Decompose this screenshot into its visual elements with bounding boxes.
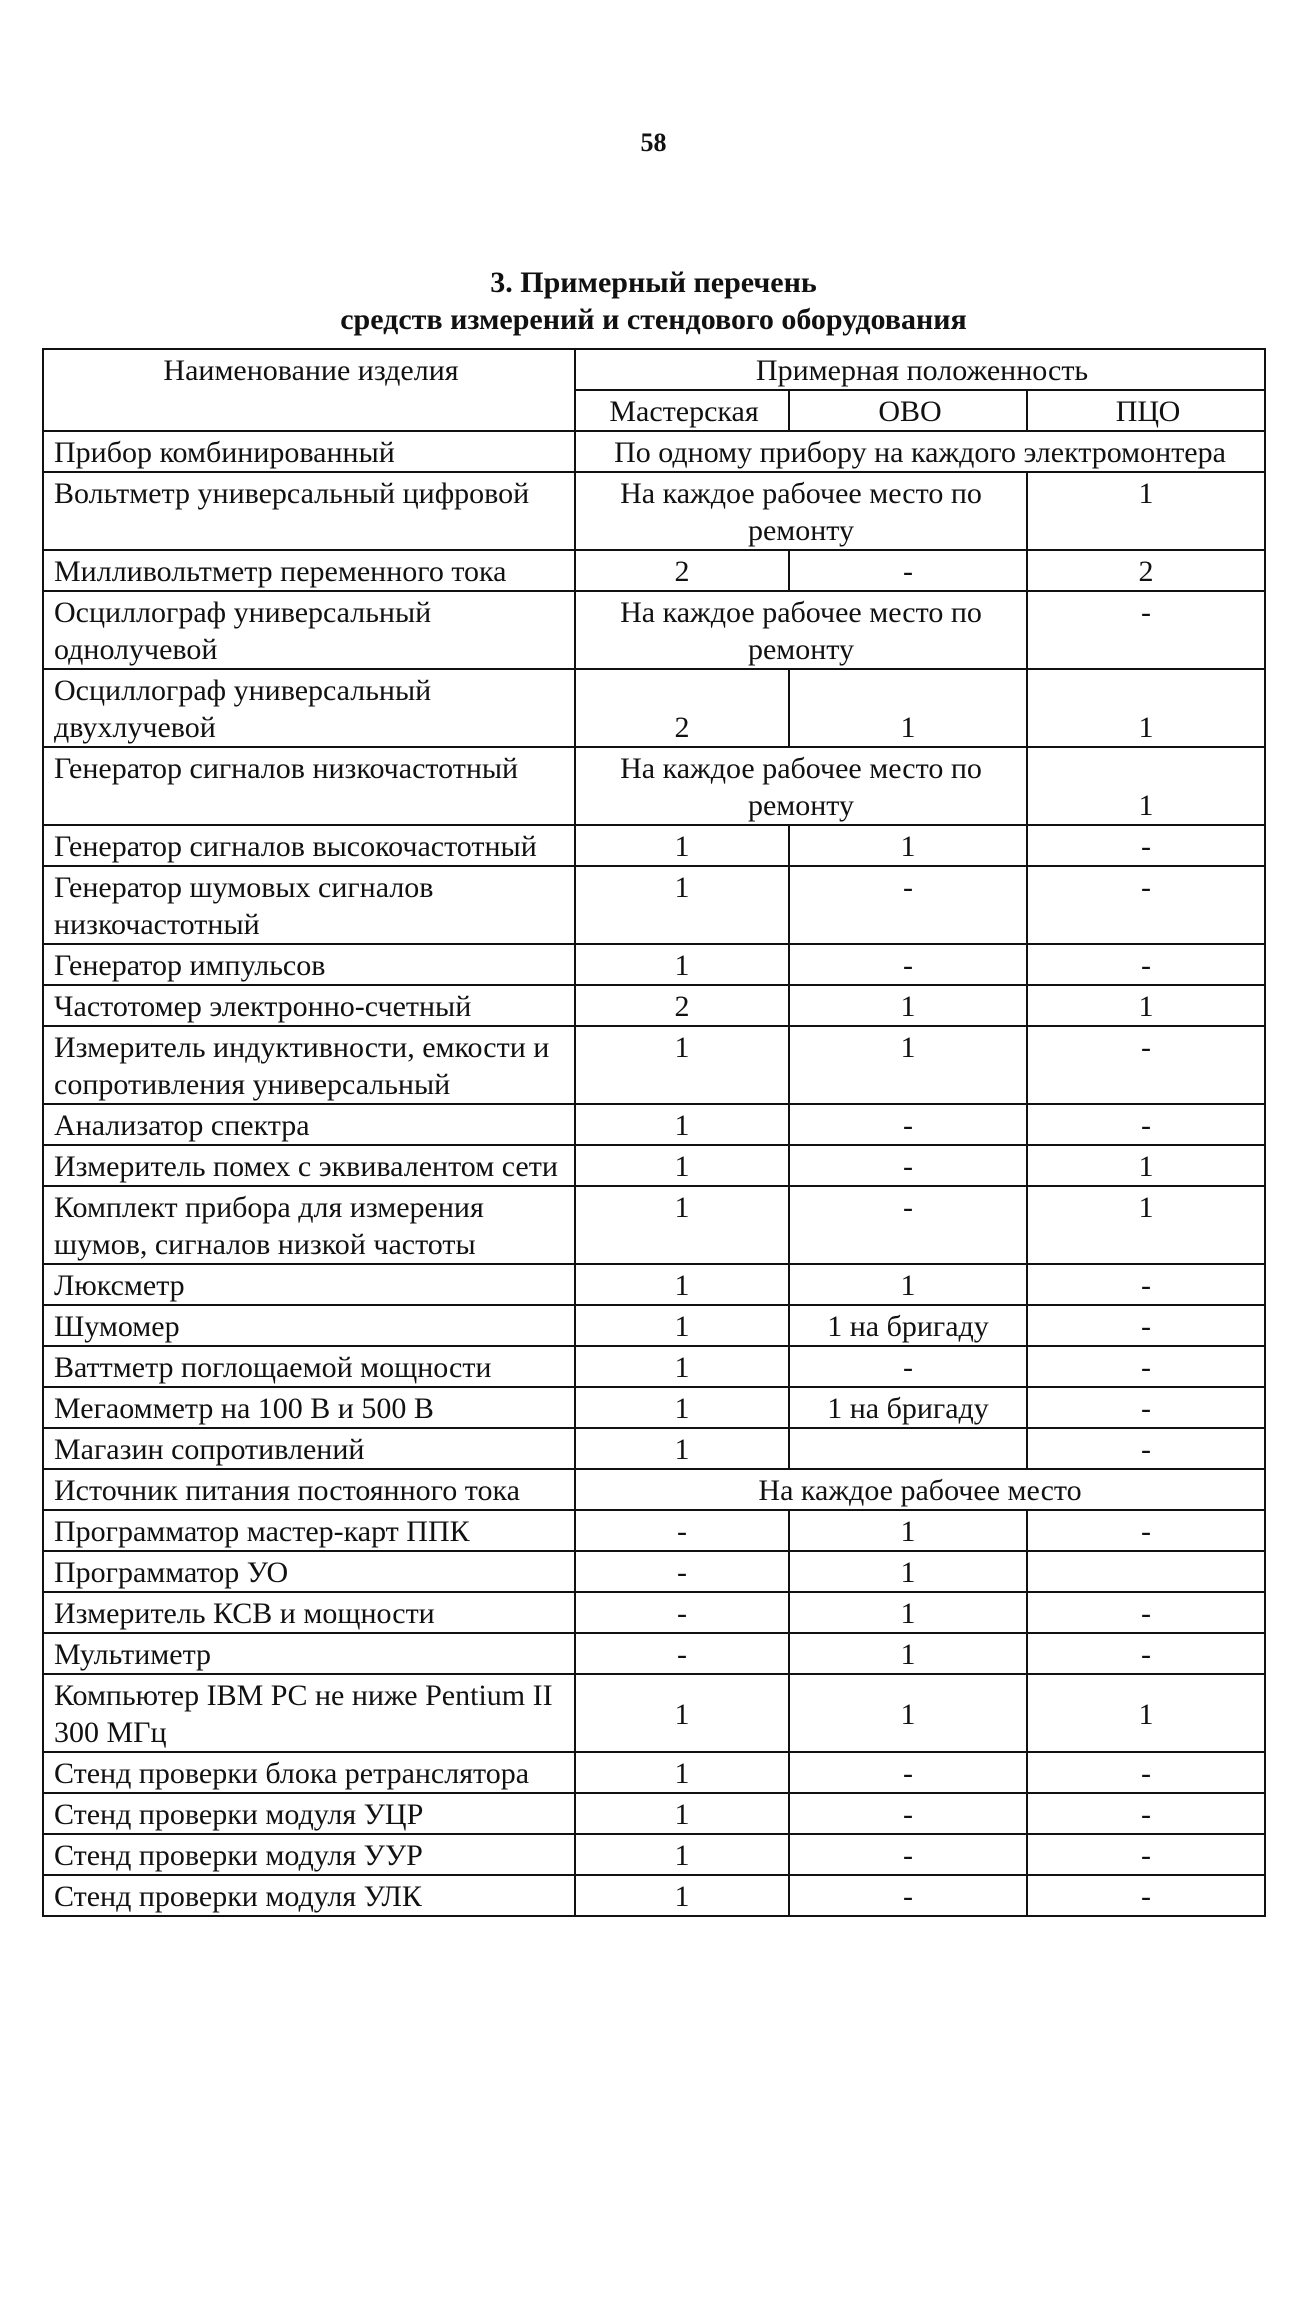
row-cell-c1: 2: [575, 669, 789, 747]
table-row: [43, 1875, 1265, 1916]
table-row: [43, 985, 1265, 1026]
row-item-name: Мегаомметр на 100 В и 500 В: [43, 1387, 575, 1428]
row-item-name: Стенд проверки модуля УЛК: [43, 1875, 575, 1916]
row-cell-c2: 1: [789, 985, 1027, 1026]
document-title: [0, 264, 1307, 338]
row-cell-span2: На каждое рабочее место по ремонту: [575, 472, 1027, 550]
row-item-name: Вольтметр универсальный цифровой: [43, 472, 575, 550]
title-line-2: средств измерений и стендового оборудования: [340, 303, 967, 336]
row-cell-c2: 1: [789, 1633, 1027, 1674]
equipment-table: [42, 348, 1266, 1917]
row-cell-c2: -: [789, 944, 1027, 985]
row-cell-c1: 1: [575, 825, 789, 866]
row-cell-c1: 1: [575, 1875, 789, 1916]
row-item-name: Генератор импульсов: [43, 944, 575, 985]
table-row: [43, 1752, 1265, 1793]
row-cell-c3: 1: [1027, 1674, 1265, 1752]
row-cell-c2: 1 на бригаду: [789, 1305, 1027, 1346]
row-cell-c3: -: [1027, 866, 1265, 944]
row-cell-c3: -: [1027, 944, 1265, 985]
row-cell-c2: 1: [789, 1026, 1027, 1104]
table-row: [43, 1104, 1265, 1145]
table-row: [43, 944, 1265, 985]
row-cell-c2: 1: [789, 669, 1027, 747]
row-cell-c3: 1: [1027, 1186, 1265, 1264]
header-col-pco: ПЦО: [1027, 390, 1265, 431]
row-cell-c3: -: [1027, 591, 1265, 669]
row-cell-c3: 1: [1027, 1145, 1265, 1186]
row-item-name: Генератор сигналов низкочастотный: [43, 747, 575, 825]
row-item-name: Осциллограф универсальный однолучевой: [43, 591, 575, 669]
row-cell-c3: -: [1027, 1387, 1265, 1428]
table-body: [43, 431, 1265, 1916]
row-cell-c1: 2: [575, 550, 789, 591]
row-item-name: Милливольтметр переменного тока: [43, 550, 575, 591]
row-cell-c1: 1: [575, 944, 789, 985]
row-cell-c1: 1: [575, 1428, 789, 1469]
row-cell-c2: 1: [789, 1264, 1027, 1305]
row-item-name: Генератор шумовых сигналов низкочастотный: [43, 866, 575, 944]
row-cell-c1: 2: [575, 985, 789, 1026]
row-item-name: Компьютер IBM PC не ниже Pentium II 300 МГц: [43, 1674, 575, 1752]
row-cell-c3: 1: [1027, 985, 1265, 1026]
table-row: [43, 1346, 1265, 1387]
row-cell-c3: 2: [1027, 550, 1265, 591]
row-item-name: Программатор УО: [43, 1551, 575, 1592]
row-cell-c3: -: [1027, 1793, 1265, 1834]
row-cell-c1: 1: [575, 1186, 789, 1264]
row-cell-c2: -: [789, 1875, 1027, 1916]
row-cell-c2: 1: [789, 1551, 1027, 1592]
row-cell-c3: -: [1027, 1834, 1265, 1875]
row-item-name: Измеритель помех с эквивалентом сети: [43, 1145, 575, 1186]
row-cell-c1: 1: [575, 1752, 789, 1793]
table-row: [43, 866, 1265, 944]
row-cell-c1: -: [575, 1633, 789, 1674]
row-item-name: Программатор мастер-карт ППК: [43, 1510, 575, 1551]
row-cell-c2: 1: [789, 1592, 1027, 1633]
header-group: Примерная положенность: [575, 349, 1265, 390]
row-item-name: Ваттметр поглощаемой мощности: [43, 1346, 575, 1387]
row-cell-span2: На каждое рабочее место по ремонту: [575, 747, 1027, 825]
row-item-name: Измеритель индуктивности, емкости и сопротивления универсальный: [43, 1026, 575, 1104]
table-row: [43, 1633, 1265, 1674]
row-cell-c1: -: [575, 1510, 789, 1551]
row-item-name: Комплект прибора для измерения шумов, сигналов низкой частоты: [43, 1186, 575, 1264]
table-row: [43, 1469, 1265, 1510]
table-row: [43, 472, 1265, 550]
table-row: [43, 825, 1265, 866]
header-col-workshop: Мастерская: [575, 390, 789, 431]
row-cell-c1: 1: [575, 1264, 789, 1305]
row-cell-c1: -: [575, 1551, 789, 1592]
row-cell-c3: -: [1027, 1104, 1265, 1145]
row-cell-span3: По одному прибору на каждого электромонтера: [575, 431, 1265, 472]
row-cell-c2: -: [789, 1186, 1027, 1264]
row-cell-c1: 1: [575, 1387, 789, 1428]
row-cell-c3: -: [1027, 1305, 1265, 1346]
row-cell-c2: -: [789, 1752, 1027, 1793]
row-cell-c1: 1: [575, 1305, 789, 1346]
table-row: [43, 1264, 1265, 1305]
row-cell-c2: [789, 1428, 1027, 1469]
row-cell-c2: -: [789, 866, 1027, 944]
row-item-name: Магазин сопротивлений: [43, 1428, 575, 1469]
row-cell-c2: -: [789, 1793, 1027, 1834]
row-cell-c3: -: [1027, 1752, 1265, 1793]
table-row: [43, 1793, 1265, 1834]
row-item-name: Источник питания постоянного тока: [43, 1469, 575, 1510]
row-cell-c1: 1: [575, 1793, 789, 1834]
row-cell-c3: -: [1027, 1633, 1265, 1674]
row-cell-c1: 1: [575, 1145, 789, 1186]
row-item-name: Стенд проверки модуля УЦР: [43, 1793, 575, 1834]
row-cell-c2: -: [789, 1346, 1027, 1387]
table-row: [43, 1026, 1265, 1104]
row-cell-c2: -: [789, 1834, 1027, 1875]
page-number: 58: [640, 128, 667, 157]
row-cell-c1: 1: [575, 866, 789, 944]
table-row: [43, 1387, 1265, 1428]
row-item-name: Люксметр: [43, 1264, 575, 1305]
row-item-name: Мультиметр: [43, 1633, 575, 1674]
table-row: [43, 1510, 1265, 1551]
row-item-name: Осциллограф универсальный двухлучевой: [43, 669, 575, 747]
row-cell-c3: -: [1027, 1875, 1265, 1916]
header-col-ovo: ОВО: [789, 390, 1027, 431]
row-cell-c1: 1: [575, 1674, 789, 1752]
row-cell-c3: 1: [1027, 669, 1265, 747]
table-row: [43, 550, 1265, 591]
row-cell-c3: -: [1027, 1510, 1265, 1551]
table-row: [43, 1834, 1265, 1875]
row-item-name: Частотомер электронно-счетный: [43, 985, 575, 1026]
row-cell-c2: -: [789, 1104, 1027, 1145]
table-row: [43, 669, 1265, 747]
row-cell-c1: 1: [575, 1834, 789, 1875]
title-line-1: 3. Примерный перечень: [490, 266, 817, 299]
table-row: [43, 1305, 1265, 1346]
row-item-name: Анализатор спектра: [43, 1104, 575, 1145]
table-row: [43, 431, 1265, 472]
row-cell-c2: 1: [789, 825, 1027, 866]
row-item-name: Стенд проверки блока ретранслятора: [43, 1752, 575, 1793]
row-cell-c3: -: [1027, 1026, 1265, 1104]
row-cell-c3: -: [1027, 1592, 1265, 1633]
row-cell-c3: -: [1027, 825, 1265, 866]
row-cell-c3: -: [1027, 1346, 1265, 1387]
row-item-name: Прибор комбинированный: [43, 431, 575, 472]
header-row-1: [43, 349, 1265, 390]
table-row: [43, 1551, 1265, 1592]
row-cell-c3: -: [1027, 1264, 1265, 1305]
table-row: [43, 591, 1265, 669]
row-cell-c2: -: [789, 1145, 1027, 1186]
row-item-name: Шумомер: [43, 1305, 575, 1346]
row-item-name: Стенд проверки модуля УУР: [43, 1834, 575, 1875]
row-cell-c3: 1: [1027, 472, 1265, 550]
row-cell-c2: -: [789, 550, 1027, 591]
row-item-name: Генератор сигналов высокочастотный: [43, 825, 575, 866]
row-cell-span3: На каждое рабочее место: [575, 1469, 1265, 1510]
row-cell-c1: 1: [575, 1346, 789, 1387]
row-cell-c2: 1: [789, 1510, 1027, 1551]
table-row: [43, 1592, 1265, 1633]
table-row: [43, 1428, 1265, 1469]
row-cell-c3: -: [1027, 1428, 1265, 1469]
header-name: Наименование изделия: [43, 349, 575, 431]
table-row: [43, 747, 1265, 825]
row-item-name: Измеритель КСВ и мощности: [43, 1592, 575, 1633]
row-cell-c1: 1: [575, 1026, 789, 1104]
table-row: [43, 1674, 1265, 1752]
row-cell-c1: -: [575, 1592, 789, 1633]
table-row: [43, 1145, 1265, 1186]
row-cell-span2: На каждое рабочее место по ремонту: [575, 591, 1027, 669]
row-cell-c3: 1: [1027, 747, 1265, 825]
row-cell-c2: 1 на бригаду: [789, 1387, 1027, 1428]
row-cell-c1: 1: [575, 1104, 789, 1145]
table-row: [43, 1186, 1265, 1264]
row-cell-c2: 1: [789, 1674, 1027, 1752]
row-cell-c3: [1027, 1551, 1265, 1592]
